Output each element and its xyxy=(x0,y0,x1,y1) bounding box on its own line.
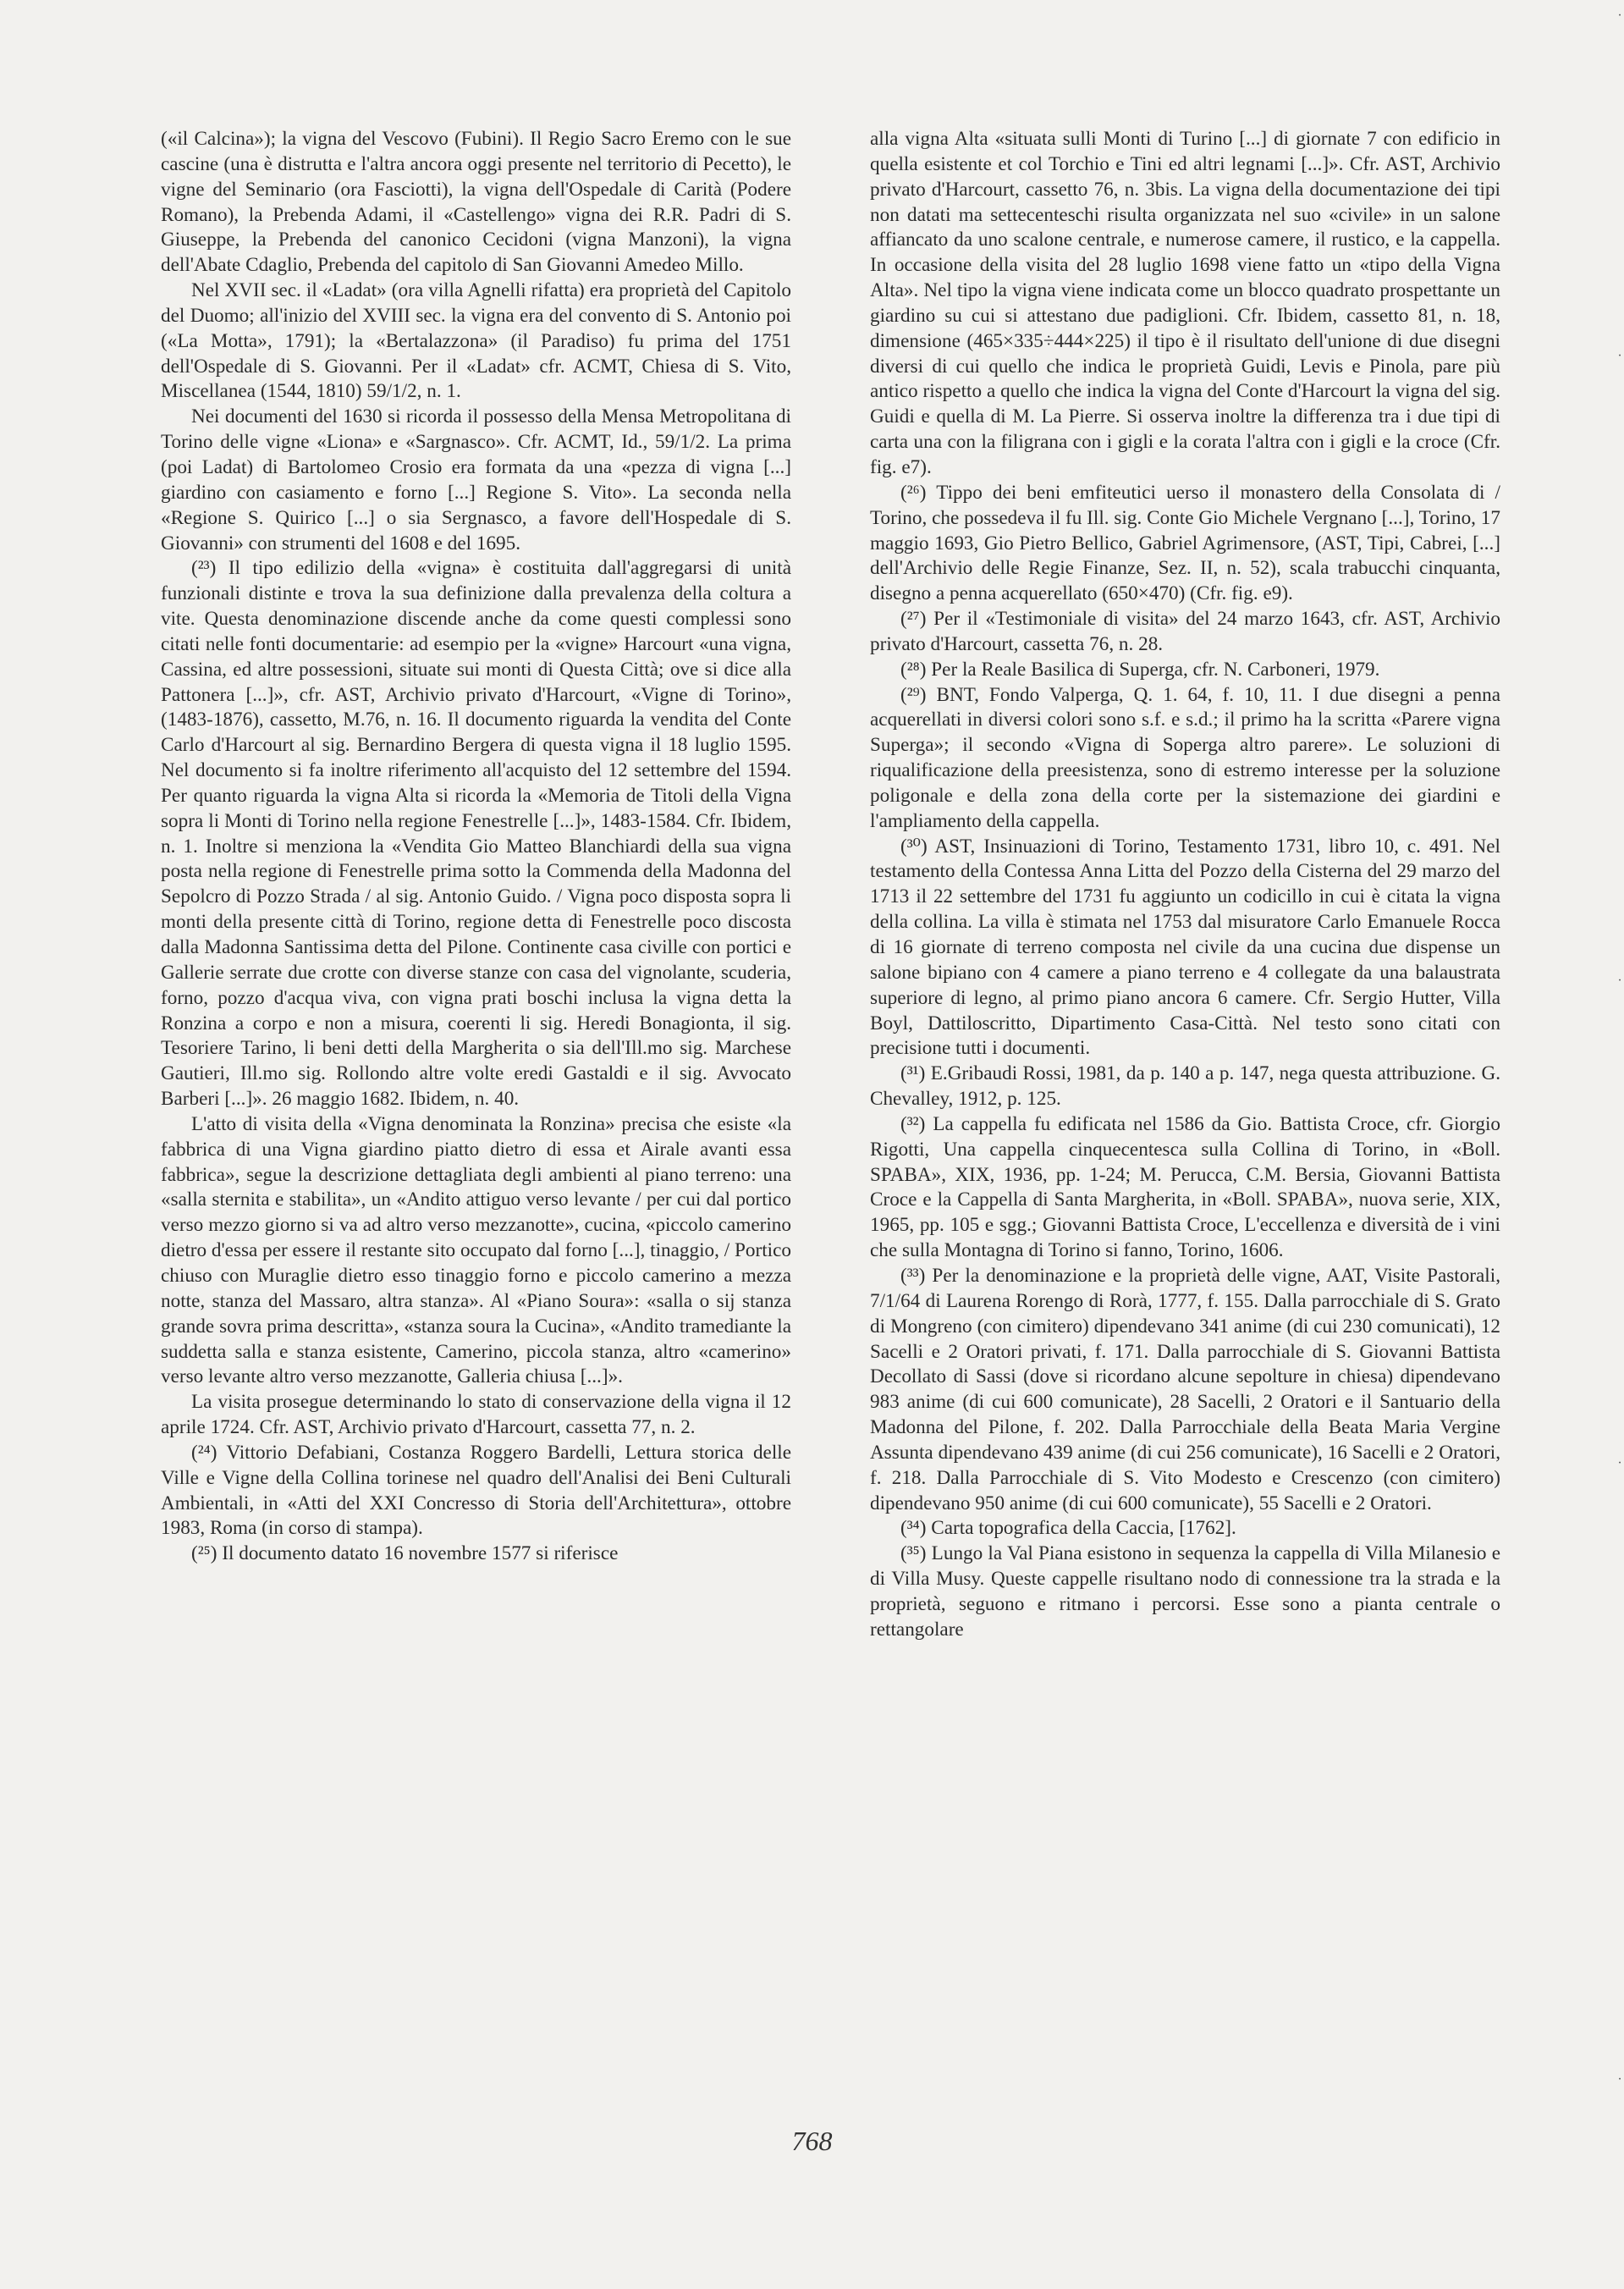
paragraph: alla vigna Alta «situata sulli Monti di Turino [...] di giornate 7 con edificio in quella esistente et col Torchio e Tini ed altri legnami [...]». Cfr. AST, Archivio privato d'Harcourt, cassetto 76, n. 3bis. La vigna della documentazione dei tipi non datati ma settecenteschi risulta organizzata nel suo «civile» in un salone affiancato da uno scalone centrale, e numerose camere, il rustico, e la cappella. In occasione della visita del 28 luglio 1698 viene fatto un «tipo della Vigna Alta». Nel tipo la vigna viene indicata come un blocco quadrato prospettante un giardino su cui si attestano due padiglioni. Cfr. Ibidem, cassetto 81, n. 18, dimensione (465×335÷444×225) il tipo è il risultato dell'unione di due disegni diversi di cui quello che indica le proprietà Guidi, Levis e Pinola, pare più antico rispetto a quello che indica la vigna del Conte d'Harcourt la vigna del sig. Guidi e quella di M. La Pierre. Si osserva inoltre la differenza tra i due tipi di carta una con la filigrana con i gigli e la corata l'altra con i gigli e la croce (Cfr. fig. e7). xyxy=(870,128,1500,478)
footnote-24: (²⁴) Vittorio Defabiani, Costanza Roggero Bardelli, Lettura storica delle Ville e Vigne della Collina torinese nel quadro dell'Analisi dei Beni Culturali Ambientali, in «Atti del XXI Concresso di Storia dell'Architettura», ottobre 1983, Roma (in corso di stampa). xyxy=(161,1441,791,1540)
right-column xyxy=(870,127,1500,1643)
footnote-25: (²⁵) Il documento datato 16 novembre 1577 si riferisce xyxy=(191,1542,619,1565)
footnote-23: (²³) Il tipo edilizio della «vigna» è costituita dall'aggregarsi di unità funzionali distinte e trova la sua definizione dalla prevalenza della coltura a vite. Questa denominazione discende anche da come questi complessi sono citati nelle fonti documentarie: ad esempio per la «vigne» Harcourt «una vigna, Cassina, ed altre possessioni, situate sui monti di Questa Città; ove si dice alla Pattonera [...]», cfr. AST, Archivio privato d'Harcourt, «Vigne di Torino», (1483-1876), cassetto, M.76, n. 16. Il documento riguarda la vendita del Conte Carlo d'Harcourt al sig. Bernardino Bergera di questa vigna il 18 luglio 1595. Nel documento si fa inoltre riferimento all'acquisto del 12 settembre del 1594. Per quanto riguarda la vigna Alta si ricorda la «Memoria de Titoli della Vigna sopra li Monti di Torino nella regione Fenestrelle [...]», 1483-1584. Cfr. Ibidem, n. 1. Inoltre si menziona la «Vendita Gio Matteo Blanchiardi della sua vigna posta nella regione di Fenestrelle prima sotto la Commenda della Madonna del Sepolcro di Pozzo Strada / al sig. Antonio Guido. / Vigna poco disposta sopra li monti della presente città di Torino, regione detta di Fenestrelle poco discosta dalla Madonna Santissima detta del Pilone. Continente casa civille con portici e Gallerie serrate due crotte con diverse stanze con casa del vignolante, scuderia, forno, pozzo d'acqua viva, con vigna prati boschi inclusa la vigna detta la Ronzina a corpo e non a misura, coerenti li sig. Heredi Bonagionta, il sig. Tesoriere Tarino, li beni detti della Margherita o sia dell'Ill.mo sig. Marchese Gautieri, Ill.mo sig. Rollondo altre volte eredi Gastaldi e il sig. Avvocato Barberi [...]». 26 maggio 1682. Ibidem, n. 40. xyxy=(161,557,791,1111)
left-column xyxy=(161,127,791,1567)
footnote-29: (²⁹) BNT, Fondo Valperga, Q. 1. 64, f. 10, 11. I due disegni a penna acquerellati in diversi colori sono s.f. e s.d.; il primo ha la scritta «Parere vigna Superga»; il secondo «Vigna di Soperga altro parere». Le soluzioni di riqualificazione della preesistenza, sono di estremo interesse per la soluzione poligonale e della zona della corte per la sistemazione dei giardini e l'ampliamento della cappella. xyxy=(870,683,1500,832)
scan-edge-mark: · xyxy=(1617,349,1622,363)
scan-edge-mark: · xyxy=(1617,974,1622,988)
scan-edge-mark: · xyxy=(1617,2072,1622,2087)
footnote-27: (²⁷) Per il «Testimoniale di visita» del 24 marzo 1643, cfr. AST, Archivio privato d'Harcourt, cassetta 76, n. 28. xyxy=(870,608,1500,655)
paragraph: Nei documenti del 1630 si ricorda il possesso della Mensa Metropolitana di Torino delle vigne «Liona» e «Sargnasco». Cfr. ACMT, Id., 59/1/2. La prima (poi Ladat) di Bartolomeo Crosio era formata da una «pezza di vigna [...] giardino con casiamento e forno [...] Regione S. Vito». La seconda nella «Regione S. Quirico [...] o sia Sergnasco, a favore dell'Hospedale di S. Giovanni» con strumenti del 1608 e del 1695. xyxy=(161,405,791,554)
footnote-33: (³³) Per la denominazione e la proprietà delle vigne, AAT, Visite Pastorali, 7/1/64 di Laurena Rorengo di Rorà, 1777, f. 155. Dalla parrocchiale di S. Grato di Mongreno (con cimitero) dipendevano 341 anime (di cui 230 comunicati), 12 Sacelli e 2 Oratori privati, f. 171. Dalla parrocchiale di S. Giovanni Battista Decollato di Sassi (dove si ricordano alcune sepolture in chiesa) dipendevano 983 anime (di cui 600 comunicate), 28 Sacelli, 2 Oratori e il Santuario della Madonna del Pilone, f. 202. Dalla Parrocchiale della Beata Maria Vergine Assunta dipendevano 439 anime (di cui 256 comunicate), 16 Sacelli e 2 Oratori, f. 218. Dalla Parrocchiale di S. Vito Modesto e Crescenzo (con cimitero) dipendevano 950 anime (di cui 600 comunicate), 55 Sacelli e 2 Oratori. xyxy=(870,1264,1500,1514)
footnote-28: (²⁸) Per la Reale Basilica di Superga, cfr. N. Carboneri, 1979. xyxy=(900,658,1380,681)
scan-edge-mark: · xyxy=(1617,8,1622,23)
footnote-34: (³⁴) Carta topografica della Caccia, [1762]. xyxy=(900,1517,1236,1540)
paragraph: L'atto di visita della «Vigna denominata la Ronzina» precisa che esiste «la fabbrica di una Vigna giardino piatto dietro di essa et Airale avanti essa fabbrica», segue la descrizione dettagliata degli ambienti al piano terreno: una «salla sternita e stabilita», un «Andito attiguo verso levante / per cui dal portico verso mezzo giorno si va ad altro verso mezzanotte», cucina, «piccolo camerino dietro d'essa per essere il restante sito occupato dal forno [...], tinaggio, / Portico chiuso con Muraglie dietro esso tinaggio forno e piccolo camerino a mezza notte, stanza del Massaro, altra stanza». Al «Piano Soura»: «salla o sij stanza grande sovra prima descritta», «stanza soura la Cucina», «Andito tramediante la suddetta salla e stanza esistente, Camerino, piccola stanza, altro «camerino» verso levante altro verso mezzanotte, Galleria chiusa [...]». xyxy=(161,1112,791,1388)
scan-edge-mark: · xyxy=(1617,1456,1622,1470)
footnote-26: (²⁶) Tippo dei beni emfiteutici uerso il monastero della Consolata di / Torino, che possedeva il fu Ill. sig. Conte Gio Michele Vergnano [...], Torino, 17 maggio 1693, Gio Pietro Bellico, Gabriel Agrimensore, (AST, Tipi, Cabrei, [...] dell'Archivio delle Regie Finanze, Sez. II, n. 52), scala trabucchi cinquanta, disegno a penna acquerellato (650×470) (Cfr. fig. e9). xyxy=(870,481,1500,605)
footnote-32: (³²) La cappella fu edificata nel 1586 da Gio. Battista Croce, cfr. Giorgio Rigotti, Una cappella cinquecentesca sulla Collina di Torino, in «Boll. SPABA», XIX, 1936, pp. 1-24; M. Perucca, C.M. Bersia, Giovanni Battista Croce e la Cappella di Santa Margherita, in «Boll. SPABA», nuova serie, XIX, 1965, pp. 105 e sgg.; Giovanni Battista Croce, L'eccellenza e diversità de i vini che sulla Montagna di Torino si fanno, Torino, 1606. xyxy=(870,1112,1500,1262)
footnote-30: (³⁰) AST, Insinuazioni di Torino, Testamento 1731, libro 10, c. 491. Nel testamento della Contessa Anna Litta del Pozzo della Cisterna del 29 marzo del 1713 il 22 settembre del 1731 fu aggiunto un codicillo in cui è citata la vigna della collina. La villa è stimata nel 1753 dal misuratore Carlo Emanuele Rocca di 16 giornate di terreno composta nel civile da una cucina due dispense un salone bipiano con 4 camere a piano terreno e 4 collegate da una balaustrata superiore di legno, al primo piano ancora 6 camere. Cfr. Sergio Hutter, Villa Boyl, Dattiloscritto, Dipartimento Casa-Città. Nel testo sono citati con precisione tutti i documenti. xyxy=(870,835,1500,1060)
page-number: 768 xyxy=(791,2126,833,2156)
paragraph: («il Calcina»); la vigna del Vescovo (Fubini). Il Regio Sacro Eremo con le sue cascine (una è distrutta e l'altra ancora oggi presente nel territorio di Pecetto), le vigne del Seminario (ora Fasciotti), la vigna dell'Ospedale di Carità (Podere Romano), la Prebenda Adami, il «Castellengo» vigna dei R.R. Padri di S. Giuseppe, la Prebenda del canonico Cecidoni (vigna Manzoni), la vigna dell'Abate Cdaglio, Prebenda del capitolo di San Giovanni Amedeo Millo. xyxy=(161,128,791,277)
footnote-31: (³¹) E.Gribaudi Rossi, 1981, da p. 140 a p. 147, nega questa attribuzione. G. Chevalley, 1912, p. 125. xyxy=(870,1062,1500,1111)
footnote-35: (³⁵) Lungo la Val Piana esistono in sequenza la cappella di Villa Milanesio e di Villa Musy. Queste cappelle risultano nodo di connessione tra la strada e la proprietà, seguono e ritmano i percorsi. Esse sono a pianta centrale o rettangolare xyxy=(870,1542,1500,1641)
paragraph: La visita prosegue determinando lo stato di conservazione della vigna il 12 aprile 1724. Cfr. AST, Archivio privato d'Harcourt, cassetta 77, n. 2. xyxy=(161,1391,791,1439)
paragraph: Nel XVII sec. il «Ladat» (ora villa Agnelli rifatta) era proprietà del Capitolo del Duomo; all'inizio del XVIII sec. la vigna era del convento di S. Antonio poi («La Motta», 1791); la «Bertalazzona» (il Paradiso) fu prima del 1751 dell'Ospedale di S. Giovanni. Per il «Ladat» cfr. ACMT, Chiesa di S. Vito, Miscellanea (1544, 1810) 59/1/2, n. 1. xyxy=(161,279,791,403)
